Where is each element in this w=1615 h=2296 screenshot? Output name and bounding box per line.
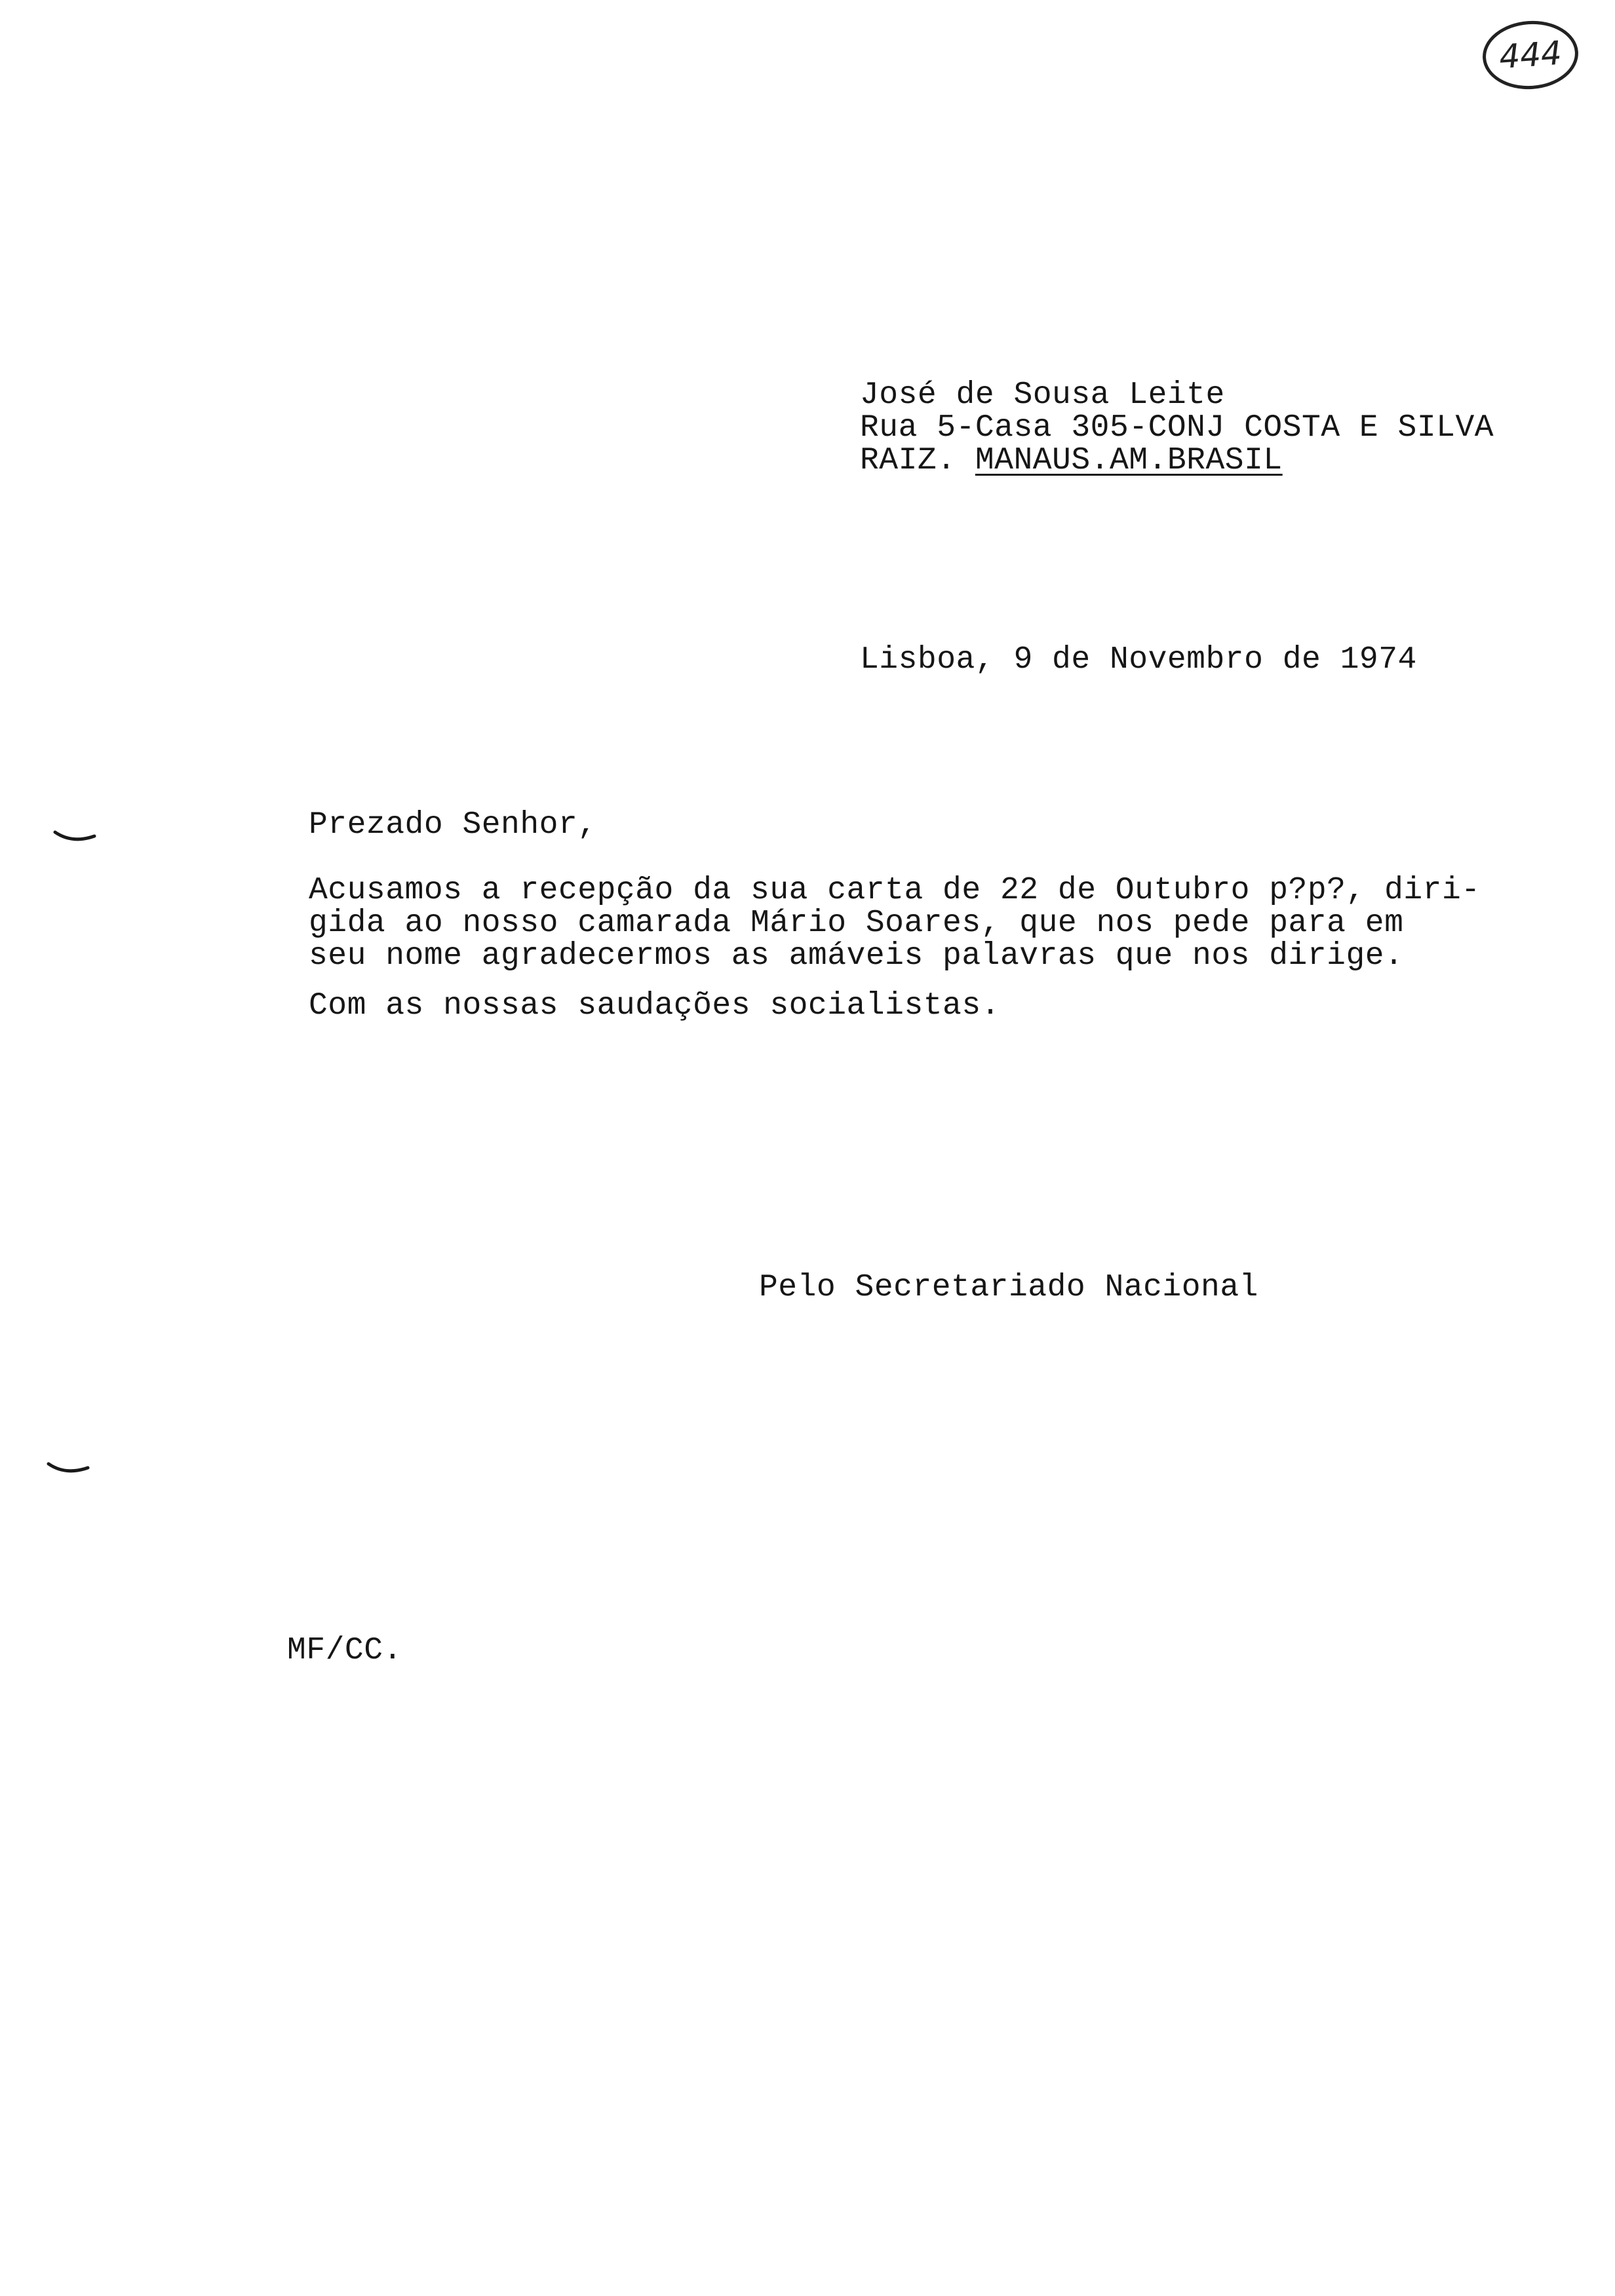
recipient-name: José de Sousa Leite	[860, 377, 1225, 413]
body-line-2: gida ao nosso camarada Mário Soares, que nos pede para em	[309, 906, 1404, 941]
date-line: Lisboa, 9 de Novembro de 1974	[860, 642, 1417, 678]
recipient-address-line-1: Rua 5-Casa 305-CONJ COSTA E SILVA	[860, 410, 1494, 446]
recipient-district: RAIZ.	[860, 443, 975, 478]
punch-mark-lower	[46, 1459, 92, 1478]
recipient-address-line-2	[860, 444, 1283, 477]
signature-line: Pelo Secretariado Nacional	[759, 1270, 1258, 1305]
salutation: Prezado Senhor,	[309, 807, 597, 843]
page-number-stamp	[1481, 18, 1581, 92]
punch-mark-upper	[52, 827, 98, 847]
body-line-1: Acusamos a recepção da sua carta de 22 de Outubro p?p?, diri-	[309, 873, 1481, 908]
page-number-text: 444	[1498, 33, 1563, 77]
closing-line: Com as nossas saudações socialistas.	[309, 988, 1000, 1024]
recipient-city: MANAUS.AM.BRASIL	[975, 443, 1283, 478]
reference-initials: MF/CC.	[287, 1633, 402, 1668]
body-line-3: seu nome agradecermos as amáveis palavras que nos dirige.	[309, 938, 1404, 974]
